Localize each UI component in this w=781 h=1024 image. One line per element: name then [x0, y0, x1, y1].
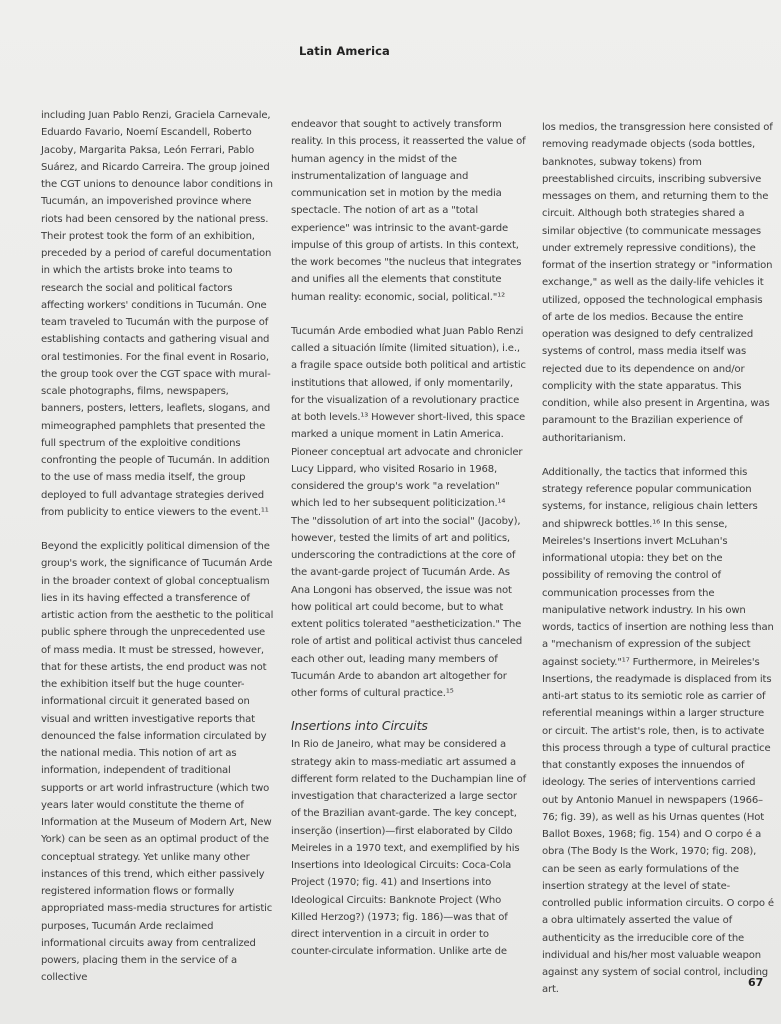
text-column-2 — [291, 116, 526, 961]
paragraph: Additionally, the tactics that informed this strategy reference popular communication systems, for instance, religious chain letters and shipwreck bottles.¹⁶ In this sense, Meireles's Insertions invert McLuhan's informational utopia: they bet on the possibility of removing the control of communication processes from the manipulative network industry. In his own words, tactics of insertion are nothing less than a "mechanism of expression of the subject against society."¹⁷ Furthermore, in Meireles's Insertions, the readymade is displaced from its anti-art status to its semiotic role as carrier of referential meanings within a larger structure or circuit. The artist's role, then, is to activate this process through a type of cultural practice that constantly exposes the innuendos of ideology. The series of interventions carried out by Antonio Manuel in newspapers (1966–76; fig. 39), as well as his Urnas quentes (Hot Ballot Boxes, 1968; fig. 154) and O corpo é a obra (The Body Is the Work, 1970; fig. 208), can be seen as early formulations of the insertion strategy at the level of state-controlled public information circuits. O corpo é a obra ultimately asserted the value of authenticity as the irreducible core of the individual and his/her most valuable weapon against any system of social control, including art. — [542, 466, 774, 996]
running-head: Latin America — [299, 44, 390, 58]
section-heading: Insertions into Circuits — [291, 718, 428, 734]
paragraph: In Rio de Janeiro, what may be considered a strategy akin to mass-mediatic art assumed a different form related to the Duchampian line of investigation that characterized a large sector of the Brazilian avant-garde. The key concept, inserção (insertion)—first elaborated by Cildo Meireles in a 1970 text, and exemplified by his Insertions into Ideological Circuits: Coca-Cola Project (1970; fig. 41) and Insertions into Ideological Circuits: Banknote Project (Who Killed Herzog?) (1973; fig. 186)—was that of direct intervention in a circuit in order to counter-circulate information. Unlike arte de — [291, 739, 526, 958]
paragraph: Tucumán Arde embodied what Juan Pablo Renzi called a situación límite (limited situation), i.e., a fragile space outside both political and artistic institutions that allowed, if only momentarily, for the visualization of a revolutionary practice at both levels.¹³ However short-lived, this space marked a unique moment in Latin America. Pioneer conceptual art advocate and chronicler Lucy Lippard, who visited Rosario in 1968, considered the group's work "a revelation" which led to her subsequent politicization.¹⁴ The "dissolution of art into the social" (Jacoby), however, tested the limits of art and politics, underscoring the contradictions at the core of the avant-garde project of Tucumán Arde. As Ana Longoni has observed, the issue was not how political art could become, but to what extent politics tolerated "aestheticization." The role of artist and political activist thus canceled each other out, leading many members of Tucumán Arde to abandon art altogether for other forms of cultural practice.¹⁵ — [291, 325, 526, 699]
paragraph: endeavor that sought to actively transform reality. In this process, it reasserted the value of human agency in the midst of the instrumentalization of language and communication set in motion by the media spectacle. The notion of art as a "total experience" was intrinsic to the avant-garde impulse of this group of artists. In this context, the work becomes "the nucleus that integrates and unifies all the elements that constitute human reality: economic, social, political."¹² — [291, 119, 526, 303]
text-column-1 — [41, 107, 274, 987]
page-number: 67 — [748, 976, 764, 989]
paragraph: including Juan Pablo Renzi, Graciela Carnevale, Eduardo Favario, Noemí Escandell, Roberto Jacoby, Margarita Paksa, León Ferrari, Pablo Suárez, and Ricardo Carreira. The group joined the CGT unions to denounce labor conditions in Tucumán, an impoverished province where riots had been censored by the national press. Their protest took the form of an exhibition, preceded by a period of careful documentation in which the artists broke into teams to research the social and political factors affecting workers' conditions in Tucumán. One team traveled to Tucumán with the purpose of establishing contacts and gathering visual and oral testimonies. For the final event in Rosario, the group took over the CGT space with mural-scale photographs, films, newspapers, banners, posters, letters, leaflets, slogans, and mimeographed pamphlets that presented the full spectrum of the exploitive conditions confronting the people of Tucumán. In addition to the use of mass media itself, the group deployed to full advantage strategies derived from publicity to entice viewers to the event.¹¹ — [41, 110, 273, 518]
paragraph: Beyond the explicitly political dimension of the group's work, the significance of Tucumán Arde in the broader context of global conceptualism lies in its having effected a transference of artistic action from the aesthetic to the political public sphere through the unprecedented use of mass media. It must be stressed, however, that for these artists, the end product was not the exhibition itself but the huge counter-informational circuit it generated based on visual and written investigative reports that denounced the false information circulated by the national media. This notion of art as information, independent of traditional supports or art world infrastructure (which two years later would constitute the theme of Information at the Museum of Modern Art, New York) can be seen as an optimal product of the conceptual strategy. Yet unlike many other instances of this trend, which either passively registered information flows or formally appropriated mass-media structures for artistic purposes, Tucumán Arde reclaimed informational circuits away from centralized powers, placing them in the service of a collective — [41, 541, 274, 984]
text-column-3 — [542, 119, 774, 999]
paragraph: los medios, the transgression here consisted of removing readymade objects (soda bottles, banknotes, subway tokens) from preestablished circuits, inscribing subversive messages on them, and returning them to the circuit. Although both strategies shared a similar objective (to communicate messages under extremely repressive conditions), the format of the insertion strategy or "information exchange," as well as the daily-life vehicles it utilized, opposed the technological emphasis of arte de los medios. Because the entire operation was designed to defy centralized systems of control, mass media itself was rejected due to its dependence on and/or complicity with the state apparatus. This condition, while also present in Argentina, was paramount to the Brazilian experience of authoritarianism. — [542, 122, 773, 444]
